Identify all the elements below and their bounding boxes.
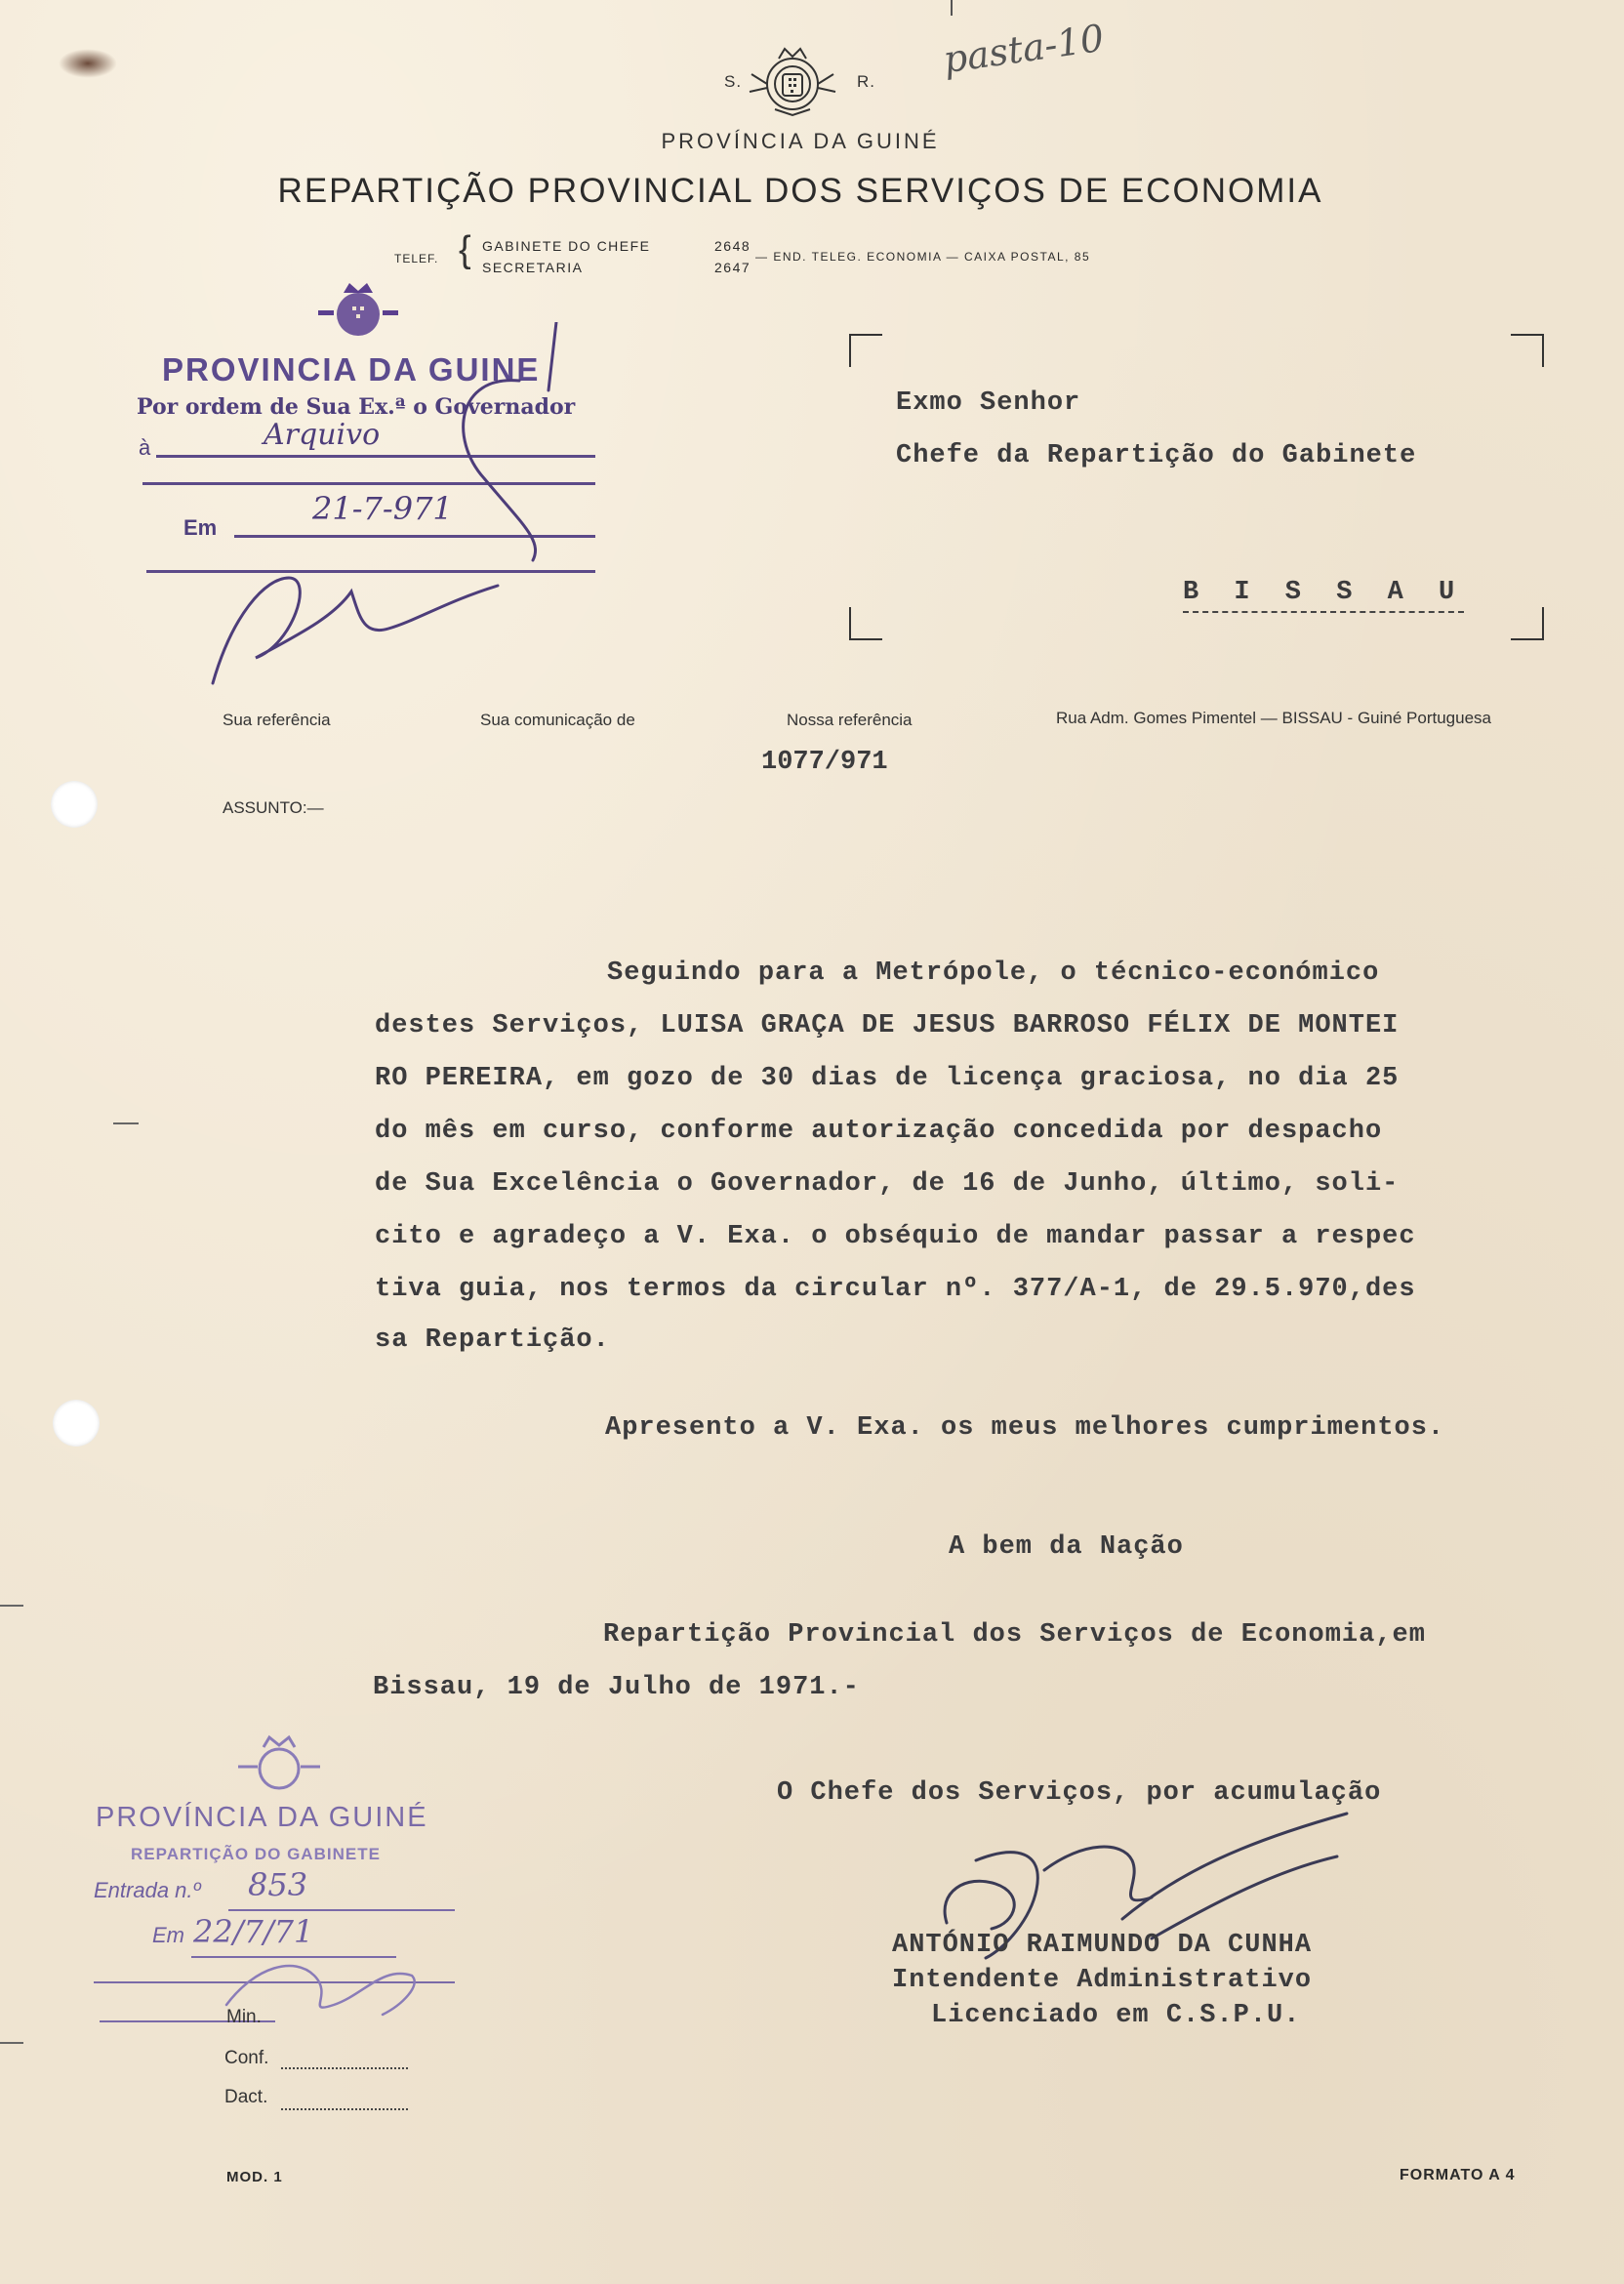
addressee-title: Chefe da Repartição do Gabinete — [896, 441, 1417, 470]
stamp2-em-label: Em — [152, 1923, 184, 1947]
brace-glyph: { — [459, 229, 471, 270]
place-line: Repartição Provincial dos Serviços de Economia,em — [603, 1620, 1426, 1650]
frame-corner — [1511, 607, 1544, 640]
conf-dotted-line — [281, 2050, 408, 2069]
stamp-date-handwritten: 21-7-971 — [312, 490, 453, 527]
stamp-line — [228, 1909, 455, 1911]
label-sua-referencia: Sua referência — [223, 711, 331, 729]
body-line: do mês em curso, conforme autorização concedida por despacho — [375, 1117, 1383, 1146]
coat-of-arms-icon — [746, 45, 839, 117]
edge-mark — [951, 0, 953, 16]
stamp-to-handwritten: Arquivo — [264, 418, 381, 452]
frame-corner — [849, 334, 882, 367]
paper-format: FORMATO A 4 — [1400, 2167, 1516, 2183]
handwritten-filing-note: pasta-10 — [940, 16, 1107, 82]
phone-cabinet-number: 2648 — [714, 238, 751, 254]
telegraph-address: — END. TELEG. ECONOMIA — CAIXA POSTAL, 85 — [755, 250, 1091, 264]
office-address: Rua Adm. Gomes Pimentel — BISSAU - Guiné Portuguesa — [1056, 709, 1491, 727]
label-min: Min. — [226, 2007, 262, 2027]
addressee-salutation: Exmo Senhor — [896, 388, 1081, 418]
form-model: MOD. 1 — [226, 2169, 283, 2185]
frame-corner — [1511, 334, 1544, 367]
telef-label: TELEF. — [394, 252, 439, 265]
phone-cabinet-label: GABINETE DO CHEFE — [482, 238, 651, 254]
motto-line: A bem da Nação — [949, 1532, 1184, 1562]
body-line: RO PEREIRA, em gozo de 30 dias de licença graciosa, no dia 25 — [375, 1064, 1400, 1093]
sr-right: R. — [857, 72, 875, 91]
label-sua-comunicacao: Sua comunicação de — [480, 711, 635, 729]
stamp-crest-icon — [234, 1733, 324, 1794]
margin-tick — [0, 1605, 23, 1607]
body-line: destes Serviços, LUISA GRAÇA DE JESUS BARROSO FÉLIX DE MONTEI — [375, 1011, 1400, 1040]
stamp-province-title: PROVINCIA DA GUINE — [162, 351, 541, 387]
closing-line: Apresento a V. Exa. os meus melhores cumprimentos. — [605, 1413, 1445, 1443]
our-reference-value: 1077/971 — [761, 748, 888, 777]
signatory-title-1: Intendente Administrativo — [892, 1966, 1313, 1995]
body-line: tiva guia, nos termos da circular nº. 377/A-1, de 29.5.970,des — [375, 1275, 1416, 1304]
ink-stain — [59, 49, 117, 78]
body-line: de Sua Excelência o Governador, de 16 de Junho, último, soli- — [375, 1169, 1400, 1199]
stamp-order-line: Por ordem de Sua Ex.ª o Governador — [137, 394, 576, 420]
body-line: Seguindo para a Metrópole, o técnico-económico — [607, 958, 1380, 988]
frame-corner — [849, 607, 882, 640]
stamp2-entrada-value: 853 — [248, 1866, 308, 1903]
assunto-label: ASSUNTO:— — [223, 798, 324, 817]
signatory-title-2: Licenciado em C.S.P.U. — [931, 2001, 1301, 2030]
margin-tick — [113, 1122, 139, 1124]
stamp-date-prefix: Em — [183, 515, 218, 540]
handwritten-signature-top — [205, 322, 576, 693]
office-title: REPARTIÇÃO PROVINCIAL DOS SERVIÇOS DE ECONOMIA — [277, 172, 1323, 210]
stamp2-subtitle: REPARTIÇÃO DO GABINETE — [131, 1845, 381, 1863]
punch-hole — [51, 781, 98, 828]
punch-hole — [53, 1400, 100, 1447]
margin-tick — [0, 2042, 23, 2044]
body-line: sa Repartição. — [375, 1326, 610, 1355]
stamp2-province-title: PROVÍNCIA DA GUINÉ — [96, 1802, 428, 1833]
body-line: cito e agradeço a V. Exa. o obséquio de mandar passar a respec — [375, 1222, 1416, 1251]
addressee-city: B I S S A U — [1183, 578, 1464, 613]
label-conf: Conf. — [224, 2048, 269, 2068]
phone-secretary-label: SECRETARIA — [482, 260, 584, 275]
dact-dotted-line — [281, 2091, 408, 2110]
stamp-to-prefix: à — [139, 435, 151, 460]
sr-left: S. — [724, 72, 743, 91]
label-dact: Dact. — [224, 2087, 268, 2107]
label-nossa-referencia: Nossa referência — [787, 711, 913, 729]
signatory-role: O Chefe dos Serviços, por acumulação — [777, 1778, 1382, 1808]
date-line: Bissau, 19 de Julho de 1971.- — [373, 1673, 860, 1702]
stamp2-em-value: 22/7/71 — [193, 1913, 314, 1950]
province-title: PROVÍNCIA DA GUINÉ — [661, 129, 940, 153]
phone-secretary-number: 2647 — [714, 260, 751, 275]
stamp2-entrada-label: Entrada n.º — [94, 1878, 201, 1902]
signatory-name: ANTÓNIO RAIMUNDO DA CUNHA — [892, 1931, 1313, 1960]
